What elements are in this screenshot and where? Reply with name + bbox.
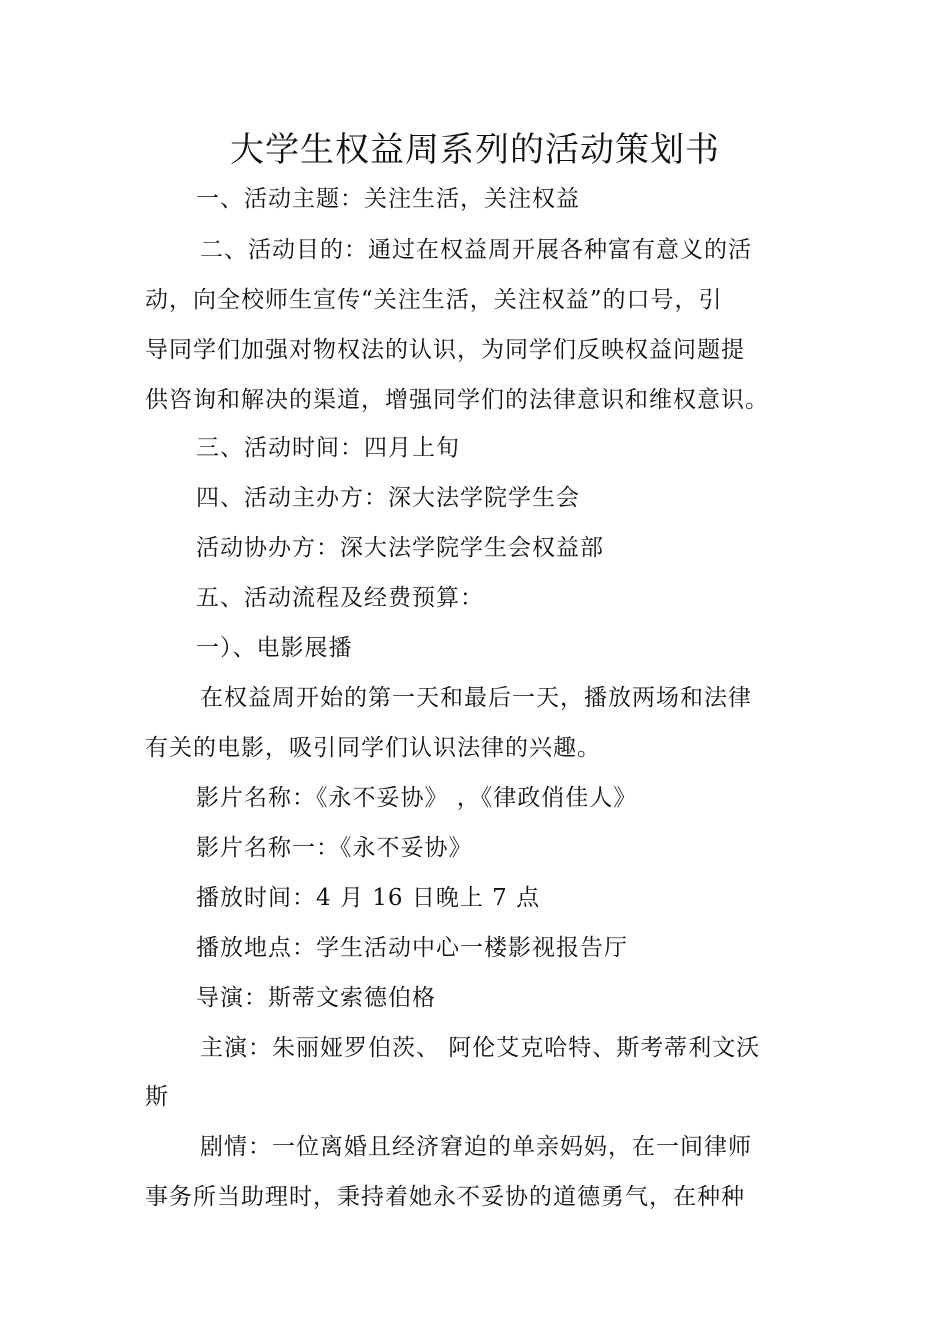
time-line: 三、活动时间：四月上旬: [196, 435, 460, 461]
film-intro-line-1: 在权益周开始的第一天和最后一天，播放两场和法律: [200, 685, 752, 711]
cast-line-1: 主演：朱丽娅罗伯茨、 阿伦艾克哈特、斯考蒂利文沃: [200, 1035, 761, 1061]
screening-time-line: 播放时间：4 月 16 日晚上 7 点: [196, 885, 541, 911]
director-line: 导演：斯蒂文索德伯格: [196, 985, 436, 1011]
theme-line: 一、活动主题：关注生活，关注权益: [196, 186, 580, 212]
purpose-line-3: 导同学们加强对物权法的认识，为同学们反映权益问题提: [145, 337, 745, 363]
purpose-line-4: 供咨询和解决的渠道，增强同学们的法律意识和维权意识。: [145, 387, 769, 413]
process-heading: 五、活动流程及经费预算：: [196, 585, 484, 611]
film-one-title-line: 影片名称一：《永不妥协》: [196, 835, 473, 861]
film-titles-line: 影片名称：《永不妥协》 ，《律政俏佳人》: [196, 785, 638, 811]
cast-line-2: 斯: [145, 1084, 169, 1110]
plot-line-1: 剧情：一位离婚且经济窘迫的单亲妈妈，在一间律师: [200, 1134, 752, 1160]
film-section-heading: 一）、电影展播: [196, 635, 353, 661]
organizer-line: 四、活动主办方：深大法学院学生会: [196, 485, 580, 511]
document-title: 大学生权益周系列的活动策划书: [230, 130, 720, 170]
plot-line-2: 事务所当助理时，秉持着她永不妥协的道德勇气，在种种: [145, 1184, 745, 1210]
purpose-line-2: 动，向全校师生宣传“关注生活，关注权益”的口号，引: [145, 287, 723, 313]
screening-venue-line: 播放地点：学生活动中心一楼影视报告厅: [196, 935, 628, 961]
co-organizer-line: 活动协办方：深大法学院学生会权益部: [196, 535, 604, 561]
purpose-line-1: 二、活动目的：通过在权益周开展各种富有意义的活: [200, 237, 752, 263]
film-intro-line-2: 有关的电影，吸引同学们认识法律的兴趣。: [145, 735, 601, 761]
